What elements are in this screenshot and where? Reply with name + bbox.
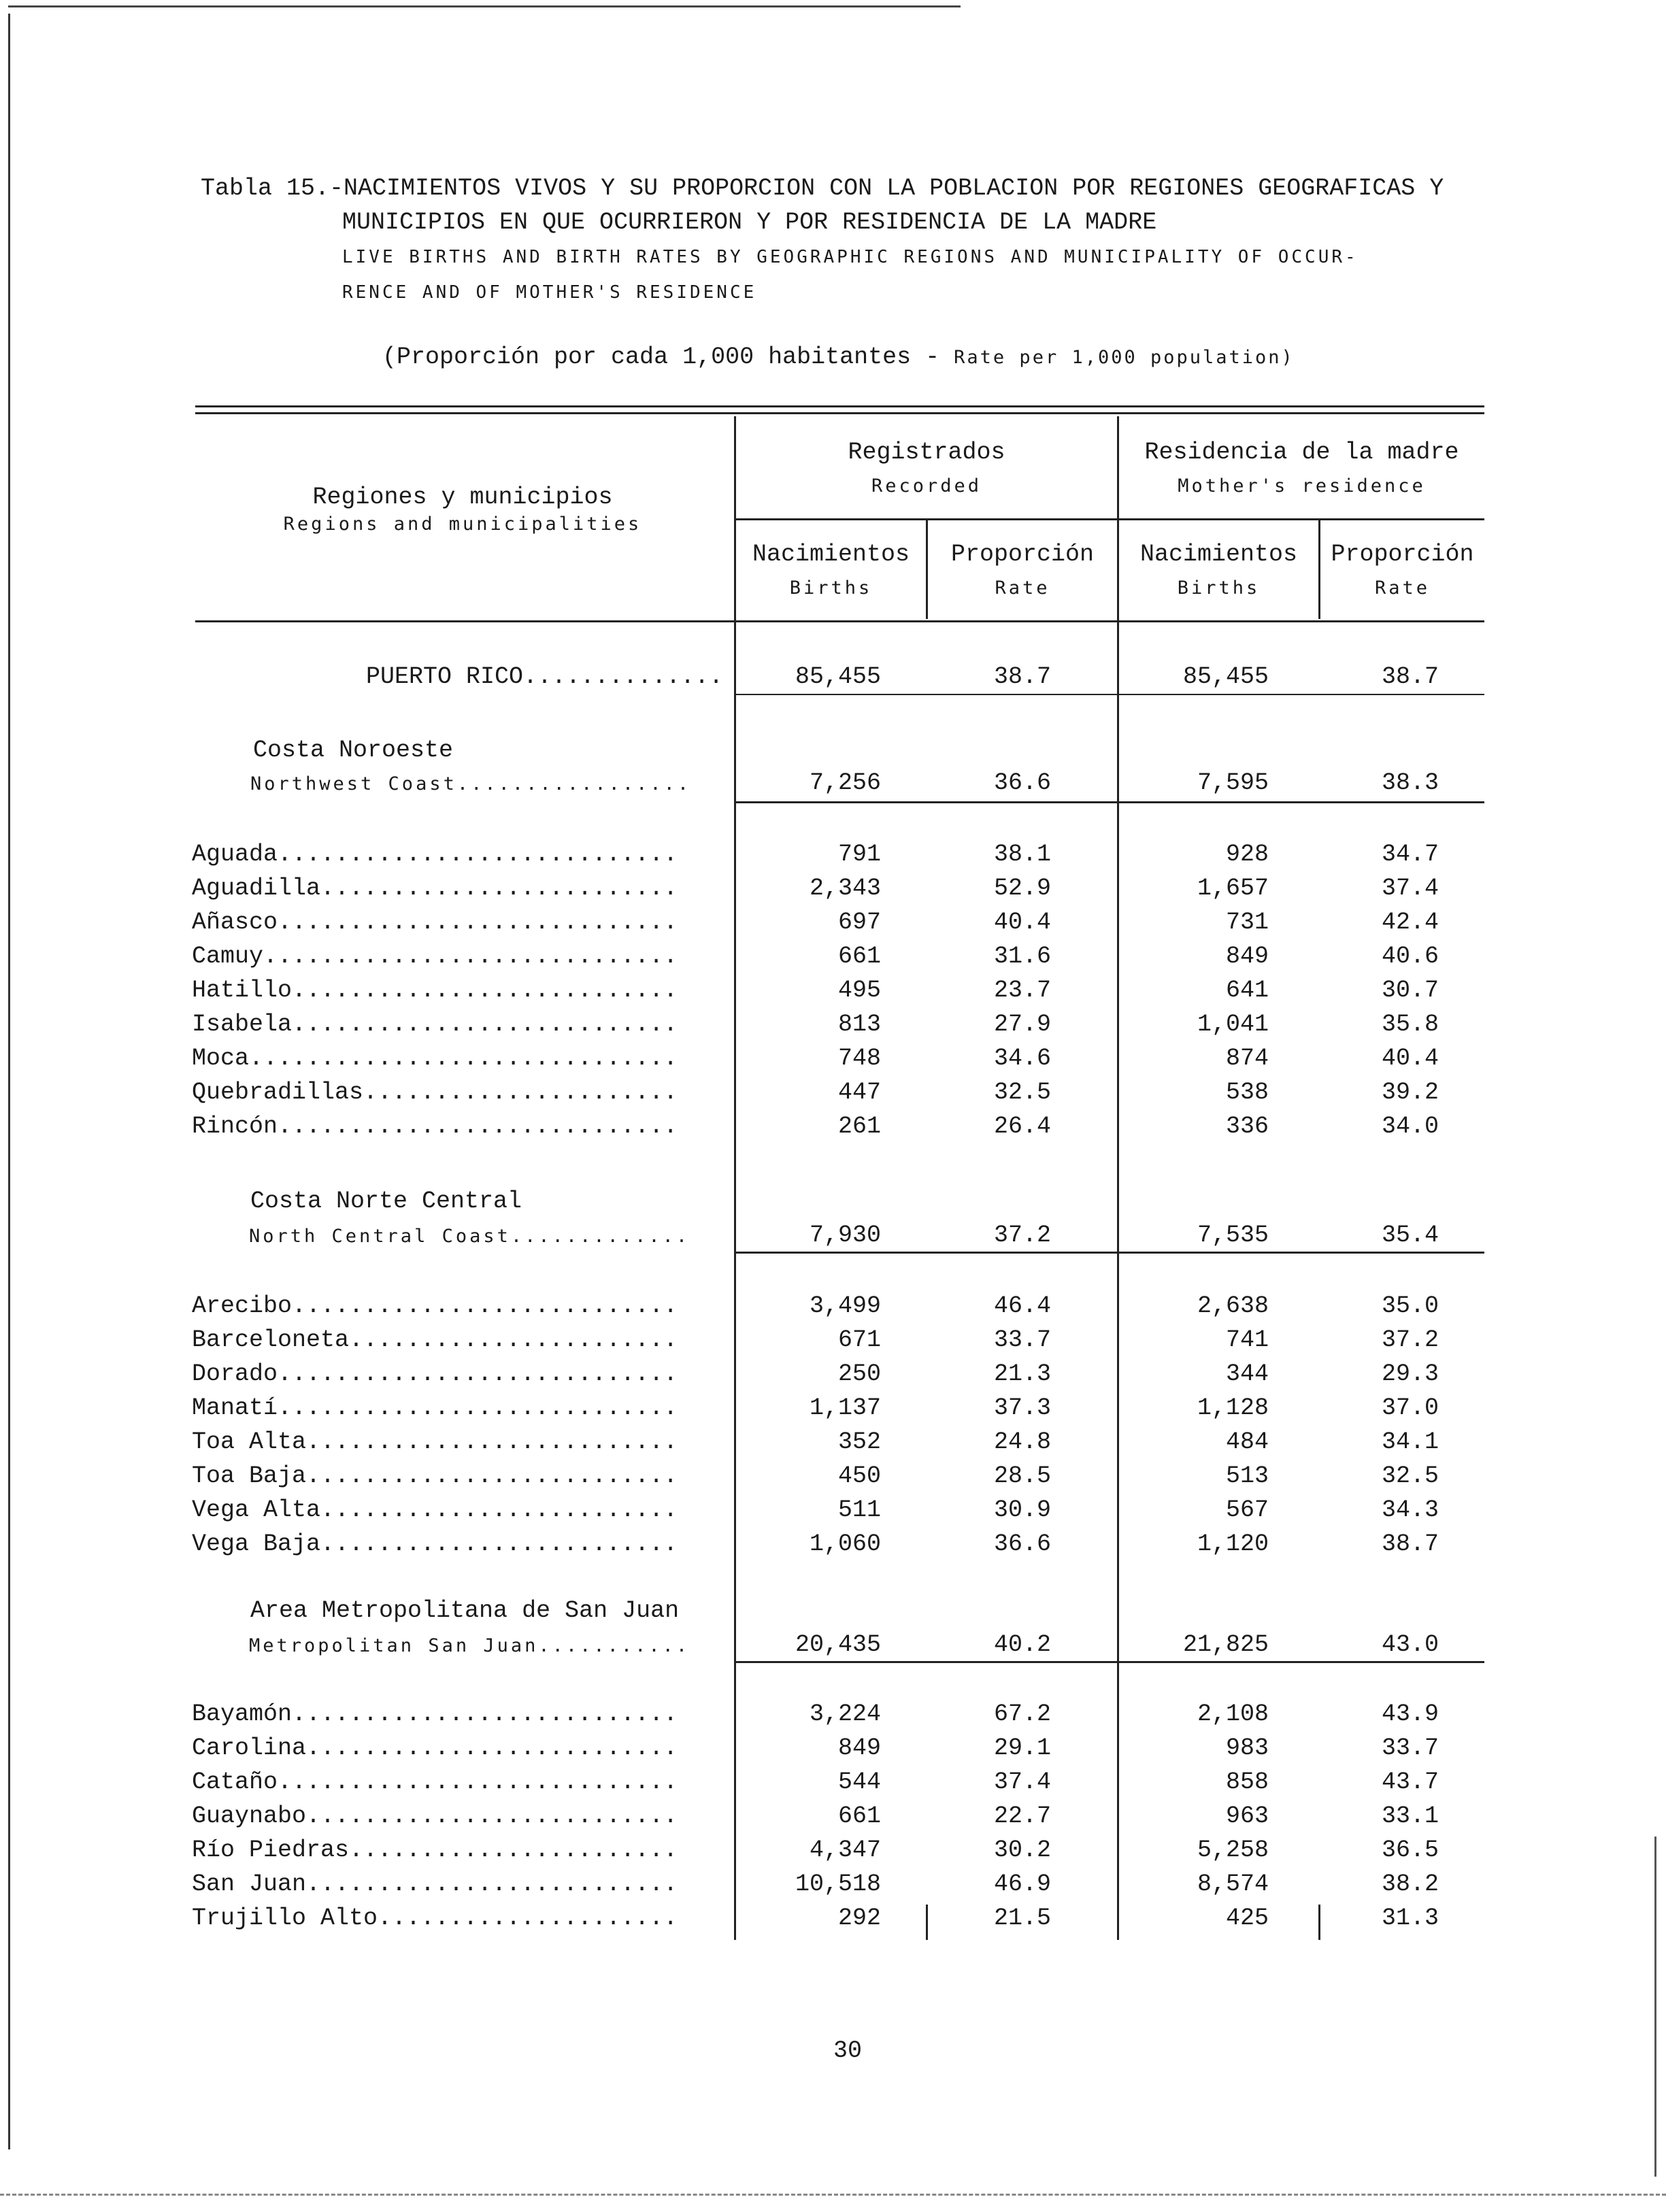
municipality-name: Vega Baja.........................	[192, 1530, 678, 1558]
title-line-1: Tabla 15.-NACIMIENTOS VIVOS Y SU PROPORCION CON LA POBLACION POR REGIONES GEOGRAFICAS Y	[201, 175, 1444, 202]
subtitle-es: (Proporción por cada 1,000 habitantes -	[382, 343, 940, 371]
recorded-rate: 30.9	[993, 1496, 1051, 1524]
table-row	[0, 1769, 1666, 1803]
residence-rate: 38.2	[1381, 1871, 1439, 1898]
residence-births: 2,108	[1197, 1700, 1269, 1728]
table-row	[0, 841, 1666, 875]
residence-rate: 33.7	[1381, 1735, 1439, 1762]
residence-rate: 37.2	[1381, 1326, 1439, 1354]
residence-births: 513	[1225, 1462, 1269, 1490]
recorded-rate: 21.3	[993, 1360, 1051, 1388]
recorded-births: 791	[837, 841, 881, 868]
recorded-births: 748	[837, 1045, 881, 1072]
residence-births: 741	[1225, 1326, 1269, 1354]
residence-births: 641	[1225, 977, 1269, 1004]
title-line-3: LIVE BIRTHS AND BIRTH RATES BY GEOGRAPHIC REGIONS AND MUNICIPALITY OF OCCUR-	[342, 247, 1359, 267]
municipality-name: Camuy.............................	[192, 943, 678, 970]
footer-dash	[0, 2194, 1666, 2196]
recorded-rate: 26.4	[993, 1113, 1051, 1140]
residence-rate: 38.7	[1381, 663, 1439, 690]
recorded-rate: 33.7	[993, 1326, 1051, 1354]
region-name-es: Costa Noroeste	[253, 737, 454, 764]
municipality-name: Hatillo...........................	[192, 977, 678, 1004]
recorded-rate: 38.7	[993, 663, 1051, 690]
recorded-births: 1,060	[809, 1530, 881, 1558]
recorded-births: 661	[837, 943, 881, 970]
recorded-rate: 23.7	[993, 977, 1051, 1004]
residence-rate: 30.7	[1381, 977, 1439, 1004]
residence-births: 336	[1225, 1113, 1269, 1140]
municipality-name: Barceloneta.......................	[192, 1326, 678, 1354]
recorded-rate: 36.6	[993, 769, 1051, 797]
recorded-births: 10,518	[795, 1871, 881, 1898]
recorded-births: 450	[837, 1462, 881, 1490]
recorded-rate: 30.2	[993, 1837, 1051, 1864]
recorded-births: 85,455	[795, 663, 881, 690]
recorded-births: 813	[837, 1011, 881, 1038]
region-name-en: Metropolitan San Juan...........	[249, 1635, 690, 1656]
residence-births: 21,825	[1182, 1631, 1269, 1658]
recorded-births: 697	[837, 909, 881, 936]
header-births-es: Nacimientos	[1139, 541, 1298, 568]
header-regions-es: Regiones y municipios	[312, 484, 613, 511]
table-row	[0, 1462, 1666, 1496]
recorded-rate: 46.9	[993, 1871, 1051, 1898]
municipality-name: Bayamón...........................	[192, 1700, 678, 1728]
region-name-en: North Central Coast.............	[249, 1226, 690, 1247]
municipality-name: Toa Baja..........................	[192, 1462, 678, 1490]
residence-rate: 35.4	[1381, 1222, 1439, 1249]
table-row	[0, 875, 1666, 909]
recorded-rate: 27.9	[993, 1011, 1051, 1038]
table-row	[0, 1496, 1666, 1530]
recorded-births: 261	[837, 1113, 881, 1140]
header-recorded-en: Recorded	[871, 475, 982, 497]
title-line-2: MUNICIPIOS EN QUE OCURRIERON Y POR RESIDENCIA DE LA MADRE	[342, 209, 1157, 236]
residence-rate: 31.3	[1381, 1905, 1439, 1932]
region-name-es: Costa Norte Central	[250, 1188, 522, 1215]
header-regions-en: Regions and municipalities	[283, 514, 642, 535]
page-number: 30	[833, 2037, 863, 2064]
municipality-name: Dorado............................	[192, 1360, 678, 1388]
recorded-births: 849	[837, 1735, 881, 1762]
table-row	[0, 1837, 1666, 1871]
residence-births: 731	[1225, 909, 1269, 936]
header-recorded	[736, 435, 1117, 503]
subtitle-en: Rate per 1,000 population)	[954, 347, 1295, 368]
municipality-name: Arecibo...........................	[192, 1292, 678, 1320]
total-row	[0, 663, 1666, 697]
table-subtitle	[382, 343, 1295, 371]
residence-births: 538	[1225, 1079, 1269, 1106]
header-bottom-rule	[195, 620, 1484, 622]
residence-rate: 35.0	[1381, 1292, 1439, 1320]
header-rate-en: Rate	[995, 577, 1050, 599]
table-row	[0, 1011, 1666, 1045]
recorded-rate: 40.2	[993, 1631, 1051, 1658]
recorded-rate: 36.6	[993, 1530, 1051, 1558]
residence-births: 849	[1225, 943, 1269, 970]
recorded-births: 352	[837, 1428, 881, 1456]
residence-births: 874	[1225, 1045, 1269, 1072]
residence-births: 5,258	[1197, 1837, 1269, 1864]
municipality-name: Guaynabo..........................	[192, 1803, 678, 1830]
recorded-births: 7,930	[809, 1222, 881, 1249]
region-underline	[736, 1661, 1484, 1663]
residence-rate: 29.3	[1381, 1360, 1439, 1388]
municipality-name: Cataño............................	[192, 1769, 678, 1796]
header-recorded-es: Registrados	[848, 439, 1005, 466]
recorded-rate: 37.3	[993, 1394, 1051, 1422]
residence-rate: 39.2	[1381, 1079, 1439, 1106]
recorded-rate: 34.6	[993, 1045, 1051, 1072]
recorded-rate: 32.5	[993, 1079, 1051, 1106]
recorded-births: 2,343	[809, 875, 881, 902]
residence-rate: 36.5	[1381, 1837, 1439, 1864]
recorded-births: 20,435	[795, 1631, 881, 1658]
row-name: PUERTO RICO..............	[366, 663, 724, 690]
residence-births: 983	[1225, 1735, 1269, 1762]
recorded-births: 4,347	[809, 1837, 881, 1864]
header-births-residence	[1119, 537, 1318, 605]
region-name-en: Northwest Coast.................	[250, 773, 692, 794]
recorded-births: 447	[837, 1079, 881, 1106]
table-title	[201, 171, 1444, 310]
recorded-births: 511	[837, 1496, 881, 1524]
residence-rate: 37.0	[1381, 1394, 1439, 1422]
region-heading	[0, 1597, 1666, 1631]
recorded-rate: 29.1	[993, 1735, 1051, 1762]
residence-births: 484	[1225, 1428, 1269, 1456]
table-row	[0, 1428, 1666, 1462]
residence-rate: 34.0	[1381, 1113, 1439, 1140]
residence-rate: 43.9	[1381, 1700, 1439, 1728]
recorded-births: 544	[837, 1769, 881, 1796]
residence-births: 8,574	[1197, 1871, 1269, 1898]
municipality-name: Moca..............................	[192, 1045, 678, 1072]
recorded-births: 495	[837, 977, 881, 1004]
table-row	[0, 1871, 1666, 1905]
municipality-name: Rincón............................	[192, 1113, 678, 1140]
title-line-4: RENCE AND OF MOTHER'S RESIDENCE	[342, 282, 757, 303]
municipality-name: Carolina..........................	[192, 1735, 678, 1762]
residence-births: 1,120	[1197, 1530, 1269, 1558]
residence-rate: 42.4	[1381, 909, 1439, 936]
total-underline	[736, 694, 1484, 695]
table-top-rule	[195, 405, 1484, 407]
header-residence-en: Mother's residence	[1178, 475, 1426, 497]
header-rate-es: Proporción	[1331, 541, 1474, 568]
recorded-rate: 40.4	[993, 909, 1051, 936]
page-border-top	[8, 5, 961, 7]
residence-births: 7,595	[1197, 769, 1269, 797]
residence-births: 858	[1225, 1769, 1269, 1796]
residence-rate: 37.4	[1381, 875, 1439, 902]
header-rate-residence	[1320, 537, 1484, 605]
region-name-es: Area Metropolitana de San Juan	[250, 1597, 680, 1624]
residence-rate: 33.1	[1381, 1803, 1439, 1830]
recorded-rate: 24.8	[993, 1428, 1051, 1456]
table-row	[0, 977, 1666, 1011]
municipality-name: Aguadilla.........................	[192, 875, 678, 902]
municipality-name: Añasco............................	[192, 909, 678, 936]
residence-births: 567	[1225, 1496, 1269, 1524]
header-births-es: Nacimientos	[752, 541, 910, 568]
municipality-name: Aguada............................	[192, 841, 678, 868]
table-row	[0, 1045, 1666, 1079]
recorded-rate: 21.5	[993, 1905, 1051, 1932]
residence-births: 963	[1225, 1803, 1269, 1830]
municipality-name: Isabela...........................	[192, 1011, 678, 1038]
recorded-rate: 28.5	[993, 1462, 1051, 1490]
residence-rate: 34.3	[1381, 1496, 1439, 1524]
municipality-name: Manatí............................	[192, 1394, 678, 1422]
recorded-births: 661	[837, 1803, 881, 1830]
region-heading	[0, 1188, 1666, 1222]
residence-rate: 43.7	[1381, 1769, 1439, 1796]
recorded-rate: 38.1	[993, 841, 1051, 868]
recorded-rate: 22.7	[993, 1803, 1051, 1830]
recorded-rate: 37.4	[993, 1769, 1051, 1796]
table-top-rule-2	[195, 412, 1484, 414]
table-row	[0, 943, 1666, 977]
recorded-births: 250	[837, 1360, 881, 1388]
residence-births: 425	[1225, 1905, 1269, 1932]
recorded-births: 7,256	[809, 769, 881, 797]
table-row	[0, 1530, 1666, 1564]
header-rate-es: Proporción	[950, 541, 1095, 568]
region-total-row	[0, 1222, 1666, 1256]
header-rate-en: Rate	[1374, 577, 1431, 599]
residence-underline	[1118, 518, 1484, 520]
residence-rate: 38.3	[1381, 769, 1439, 797]
table-row	[0, 1394, 1666, 1428]
region-heading	[0, 737, 1666, 771]
residence-births: 2,638	[1197, 1292, 1269, 1320]
municipality-name: Toa Alta..........................	[192, 1428, 678, 1456]
residence-births: 85,455	[1182, 663, 1269, 690]
residence-births: 344	[1225, 1360, 1269, 1388]
table-row	[0, 1292, 1666, 1326]
region-total-row	[0, 1631, 1666, 1665]
residence-rate: 43.0	[1381, 1631, 1439, 1658]
region-underline	[736, 801, 1484, 803]
municipality-name: Vega Alta.........................	[192, 1496, 678, 1524]
table-row	[0, 1113, 1666, 1147]
table-row	[0, 1326, 1666, 1360]
residence-rate: 38.7	[1381, 1530, 1439, 1558]
residence-births: 1,657	[1197, 875, 1269, 902]
municipality-name: Río Piedras.......................	[192, 1837, 678, 1864]
municipality-name: Trujillo Alto.....................	[192, 1905, 678, 1932]
table-row	[0, 1735, 1666, 1769]
header-residence	[1119, 435, 1484, 503]
recorded-rate: 31.6	[993, 943, 1051, 970]
recorded-rate: 67.2	[993, 1700, 1051, 1728]
residence-births: 928	[1225, 841, 1269, 868]
header-births-recorded	[736, 537, 926, 605]
region-total-row	[0, 769, 1666, 803]
table-row	[0, 1079, 1666, 1113]
table-row	[0, 1700, 1666, 1735]
recorded-rate: 52.9	[993, 875, 1051, 902]
recorded-rate: 46.4	[993, 1292, 1051, 1320]
residence-births: 1,128	[1197, 1394, 1269, 1422]
residence-births: 1,041	[1197, 1011, 1269, 1038]
municipality-name: San Juan..........................	[192, 1871, 678, 1898]
recorded-births: 671	[837, 1326, 881, 1354]
header-rate-recorded	[928, 537, 1117, 605]
header-regions	[197, 480, 728, 535]
header-residence-es: Residencia de la madre	[1144, 439, 1459, 466]
table-row	[0, 909, 1666, 943]
recorded-rate: 37.2	[993, 1222, 1051, 1249]
recorded-births: 292	[837, 1905, 881, 1932]
header-births-en: Births	[789, 577, 873, 599]
table-row	[0, 1360, 1666, 1394]
recorded-births: 3,224	[809, 1700, 881, 1728]
region-underline	[736, 1252, 1484, 1254]
residence-rate: 40.4	[1381, 1045, 1439, 1072]
header-births-en: Births	[1177, 577, 1261, 599]
residence-rate: 34.7	[1381, 841, 1439, 868]
residence-births: 7,535	[1197, 1222, 1269, 1249]
residence-rate: 34.1	[1381, 1428, 1439, 1456]
recorded-births: 3,499	[809, 1292, 881, 1320]
table-row	[0, 1905, 1666, 1939]
recorded-births: 1,137	[809, 1394, 881, 1422]
municipality-name: Quebradillas......................	[192, 1079, 678, 1106]
residence-rate: 32.5	[1381, 1462, 1439, 1490]
residence-rate: 40.6	[1381, 943, 1439, 970]
residence-rate: 35.8	[1381, 1011, 1439, 1038]
table-row	[0, 1803, 1666, 1837]
